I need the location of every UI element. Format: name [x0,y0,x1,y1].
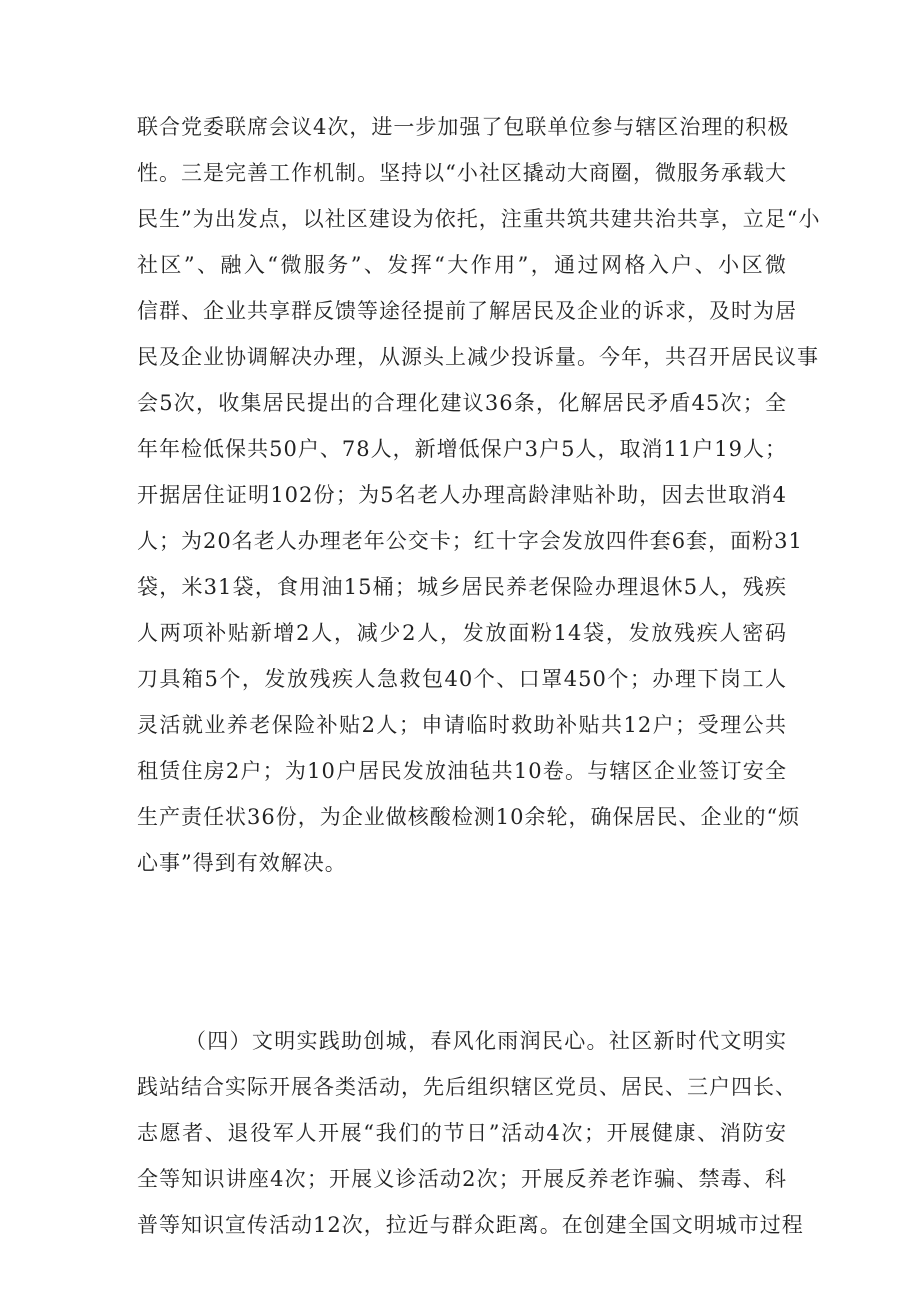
paragraph-line: 年年检低保共50户、78人，新增低保户3户5人，取消11户19人； [137,437,787,461]
paragraph-community-services [137,104,821,886]
paragraph-line: 联合党委联席会议4次，进一步加强了包联单位参与辖区治理的积极 [137,115,790,139]
paragraph-line: 会5次，收集居民提出的合理化建议36条，化解居民矛盾45次；全 [137,391,787,415]
paragraph-line: 践站结合实际开展各类活动，先后组织辖区党员、居民、三户四长、 [137,1075,797,1099]
paragraph-line: 心事”得到有效解决。 [137,851,347,875]
section-heading-line: （四）文明实践助创城，春风化雨润民心。社区新时代文明实 [185,1029,787,1053]
paragraph-line: 灵活就业养老保险补贴2人；申请临时救助补贴共12户；受理公共 [137,713,787,737]
paragraph-line: 普等知识宣传活动12次，拉近与群众距离。在创建全国文明城市过程 [137,1213,804,1237]
paragraph-line: 袋，米31袋，食用油15桶；城乡居民养老保险办理退休5人，残疾 [137,575,787,599]
paragraph-line: 人两项补贴新增2人，减少2人，发放面粉14袋，发放残疾人密码 [137,621,787,645]
paragraph-line: 性。三是完善工作机制。坚持以“小社区撬动大商圈，微服务承载大 [137,161,787,185]
paragraph-line: 志愿者、退役军人开展“我们的节日”活动4次；开展健康、消防安 [137,1121,787,1145]
paragraph-line: 刀具箱5个，发放残疾人急救包40个、口罩450个；办理下岗工人 [137,667,787,691]
paragraph-line: 社区”、融入“微服务”、发挥“大作用”，通过网格入户、小区微 [137,253,787,277]
paragraph-line: 生产责任状36份，为企业做核酸检测10余轮，确保居民、企业的“烦 [137,805,801,829]
paragraph-line: 人；为20名老人办理老年公交卡；红十字会发放四件套6套，面粉31 [137,529,803,553]
paragraph-line: 信群、企业共享群反馈等途径提前了解居民及企业的诉求，及时为居 [137,299,797,323]
paragraph-line: 租赁住房2户；为10户居民发放油毡共10卷。与辖区企业签订安全 [137,759,787,783]
paragraph-line: 全等知识讲座4次；开展义诊活动2次；开展反养老诈骗、禁毒、科 [137,1167,787,1191]
paragraph-line: 民及企业协调解决办理，从源头上减少投诉量。今年，共召开居民议事 [137,345,819,369]
paragraph-line: 开据居住证明102份；为5名老人办理高龄津贴补助，因去世取消4 [137,483,787,507]
paragraph-line: 民生”为出发点，以社区建设为依托，注重共筑共建共治共享，立足“小 [137,207,821,231]
paragraph-civilization-practice [137,1018,804,1248]
